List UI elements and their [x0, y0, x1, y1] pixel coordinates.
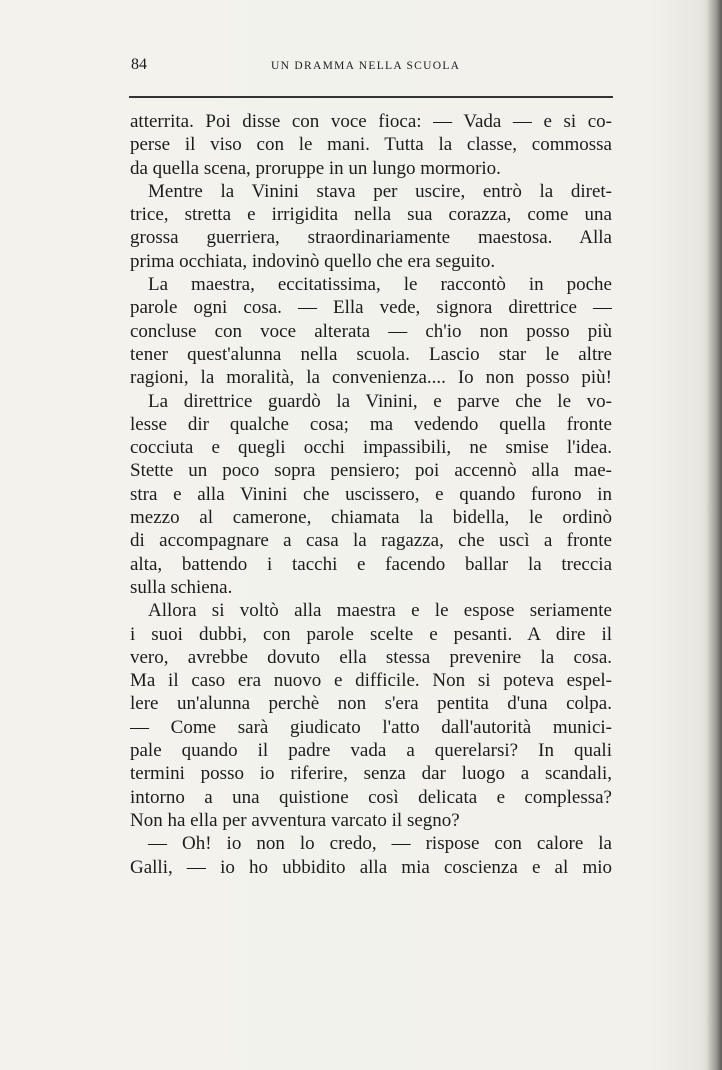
- text-line: ragioni, la moralità, la convenienza.... Io non posso più!: [130, 367, 612, 389]
- text-line: lesse dir qualche cosa; ma vedendo quella fronte: [130, 413, 612, 435]
- text-line: Stette un poco sopra pensiero; poi accennò alla mae-: [130, 460, 612, 482]
- text-line: perse il viso con le mani. Tutta la classe, commossa: [130, 134, 612, 156]
- body-text: [130, 110, 612, 879]
- text-line: stra e alla Vinini che uscissero, e quando furono in: [130, 483, 612, 505]
- text-line: Non ha ella per avventura varcato il segno?: [130, 809, 460, 831]
- page-edge-shadow: [706, 0, 722, 1070]
- text-line: atterrita. Poi disse con voce fioca: — Vada — e si co-: [130, 111, 612, 132]
- text-line: Mentre la Vinini stava per uscire, entrò la diret-: [148, 180, 612, 202]
- header-rule: [129, 96, 613, 98]
- text-line: parole ogni cosa. — Ella vede, signora direttrice —: [130, 297, 612, 319]
- text-line: — Come sarà giudicato l'atto dall'autorità munici-: [130, 716, 612, 738]
- text-line: intorno a una quistione così delicata e complessa?: [130, 786, 612, 808]
- text-line: mezzo al camerone, chiamata la bidella, le ordinò: [130, 507, 612, 529]
- text-line: tener quest'alunna nella scuola. Lascio star le altre: [130, 343, 612, 365]
- text-line: cocciuta e quegli occhi impassibili, ne smise l'idea.: [130, 437, 612, 459]
- text-line: sulla schiena.: [130, 576, 233, 598]
- text-line: trice, stretta e irrigidita nella sua corazza, come una: [130, 204, 612, 226]
- text-line: alta, battendo i tacchi e facendo ballar la treccia: [130, 553, 612, 575]
- text-line: Allora si voltò alla maestra e le espose seriamente: [148, 600, 612, 622]
- text-line: concluse con voce alterata — ch'io non posso più: [130, 320, 612, 342]
- text-line: — Oh! io non lo credo, — rispose con calore la: [148, 833, 612, 855]
- text-line: Ma il caso era nuovo e difficile. Non si poteva espel-: [130, 670, 612, 692]
- text-line: di accompagnare a casa la ragazza, che uscì a fronte: [130, 530, 612, 552]
- text-line: grossa guerriera, straordinariamente maestosa. Alla: [130, 227, 612, 249]
- text-line: i suoi dubbi, con parole scelte e pesanti. A dire il: [130, 623, 612, 645]
- text-line: La maestra, eccitatissima, le raccontò in poche: [148, 274, 612, 296]
- text-line: pale quando il padre vada a querelarsi? In quali: [130, 740, 612, 762]
- text-line: lere un'alunna perchè non s'era pentita d'una colpa.: [130, 693, 612, 715]
- text-line: termini posso io riferire, senza dar luogo a scandali,: [130, 763, 612, 785]
- text-line: da quella scena, proruppe in un lungo mormorio.: [130, 157, 501, 179]
- text-line: La direttrice guardò la Vinini, e parve che le vo-: [148, 390, 612, 412]
- page-number: 84: [131, 56, 147, 73]
- page-header: [131, 52, 611, 78]
- text-line: prima occhiata, indovinò quello che era seguito.: [130, 250, 496, 272]
- running-title: UN DRAMMA NELLA SCUOLA: [271, 60, 461, 72]
- text-line: Galli, — io ho ubbidito alla mia coscienza e al mio: [130, 856, 612, 878]
- text-line: vero, avrebbe dovuto ella stessa prevenire la cosa.: [130, 646, 612, 668]
